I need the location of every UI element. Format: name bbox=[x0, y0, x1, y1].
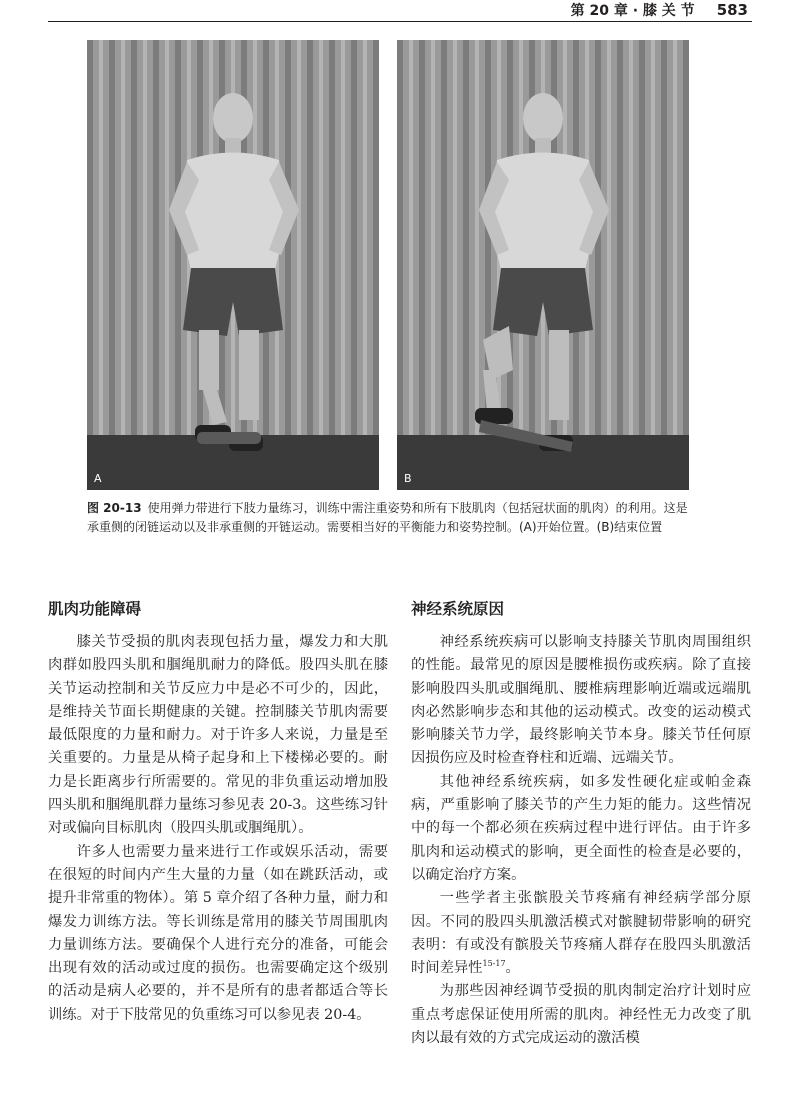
chapter-title: 第 20 章 · 膝 关 节 bbox=[570, 3, 695, 19]
figure-number: 图 20-13 bbox=[87, 501, 142, 515]
panel-label-b: B bbox=[404, 472, 412, 485]
paragraph bbox=[411, 887, 751, 980]
paragraph: 膝关节受损的肌肉表现包括力量，爆发力和大肌肉群如股四头肌和腘绳肌耐力的降低。股四头肌在膝关节运动控制和关节反应力中是必不可少的，因此，是维持关节面长期健康的关键。控制膝关节肌肉需要最低限度的力量和耐力。对于许多人来说，力量是至关重要的。力量是从椅子起身和上下楼梯必要的。耐力是长距离步行所需要的。常见的非负重运动增加股四头肌和腘绳肌群力量练习参见表 20-3。这些练习针对或偏向目标肌肉（股四头肌或腘绳肌）。 bbox=[48, 634, 388, 837]
header-rule bbox=[48, 21, 752, 22]
paragraph: 神经系统疾病可以影响支持膝关节肌肉周围组织的性能。最常见的原因是腰椎损伤或疾病。除了直接影响股四头肌或腘绳肌、腰椎病理影响近端或远端肌肉必然影响步态和其他的运动模式。改变的运动模式影响膝关节力学，最终影响关节本身。膝关节任何原因损伤应及时检查脊柱和近端、远端关节。 bbox=[411, 634, 751, 767]
section-title-neuro: 神经系统原因 bbox=[411, 600, 505, 618]
panel-label-a: A bbox=[94, 472, 102, 485]
header-text bbox=[571, 0, 748, 20]
section-title-muscle: 肌肉功能障碍 bbox=[48, 600, 142, 618]
page-number: 583 bbox=[716, 1, 748, 19]
caption-text: 使用弹力带进行下肢力量练习，训练中需注重姿势和所有下肢肌肉（包括冠状面的肌肉）的利用。这是承重侧的闭链运动以及非承重侧的开链运动。需要相当好的平衡能力和姿势控制。(A)开始位置。(B)结束位置 bbox=[87, 501, 688, 534]
figure-photo-a bbox=[87, 40, 379, 490]
running-header bbox=[0, 0, 800, 22]
figure-photo-b bbox=[397, 40, 689, 490]
paragraph: 其他神经系统疾病，如多发性硬化症或帕金森病，严重影响了膝关节的产生力矩的能力。这些情况中的每一个都必须在疾病过程中进行评估。由于许多肌肉和运动模式的影响，更全面性的检查是必要的，以确定治疗方案。 bbox=[411, 773, 751, 883]
photo-a-illustration bbox=[87, 40, 379, 490]
right-column bbox=[411, 598, 751, 1050]
paragraph: 许多人也需要力量来进行工作或娱乐活动，需要在很短的时间内产生大量的力量（如在跳跃活动，或提升非常重的物体）。第 5 章介绍了各种力量，耐力和爆发力训练方法。等长训练是常用的膝关节周围肌肉力量训练方法。要确保个人进行充分的准备，可能会出现有效的活动或过度的损伤。也需要确定这个级别的活动是病人必要的，并不是所有的患者都适合等长训练。对于下肢常见的负重练习可以参见表 20-4。 bbox=[48, 843, 388, 1023]
figure-caption bbox=[87, 499, 697, 537]
photo-b-illustration bbox=[397, 40, 689, 490]
paragraph-end: 。 bbox=[505, 960, 520, 977]
paragraph-text: 一些学者主张髌股关节疼痛有神经病学部分原因。不同的股四头肌激活模式对髌腱韧带影响的研究表明：有或没有髌股关节疼痛人群存在股四头肌激活时间差异性 bbox=[411, 890, 751, 977]
left-column bbox=[48, 598, 388, 1027]
paragraph: 为那些因神经调节受损的肌肉制定治疗计划时应重点考虑保证使用所需的肌肉。神经性无力改变了肌肉以最有效的方式完成运动的激活模 bbox=[411, 983, 751, 1047]
citation: 15-17 bbox=[482, 959, 506, 969]
